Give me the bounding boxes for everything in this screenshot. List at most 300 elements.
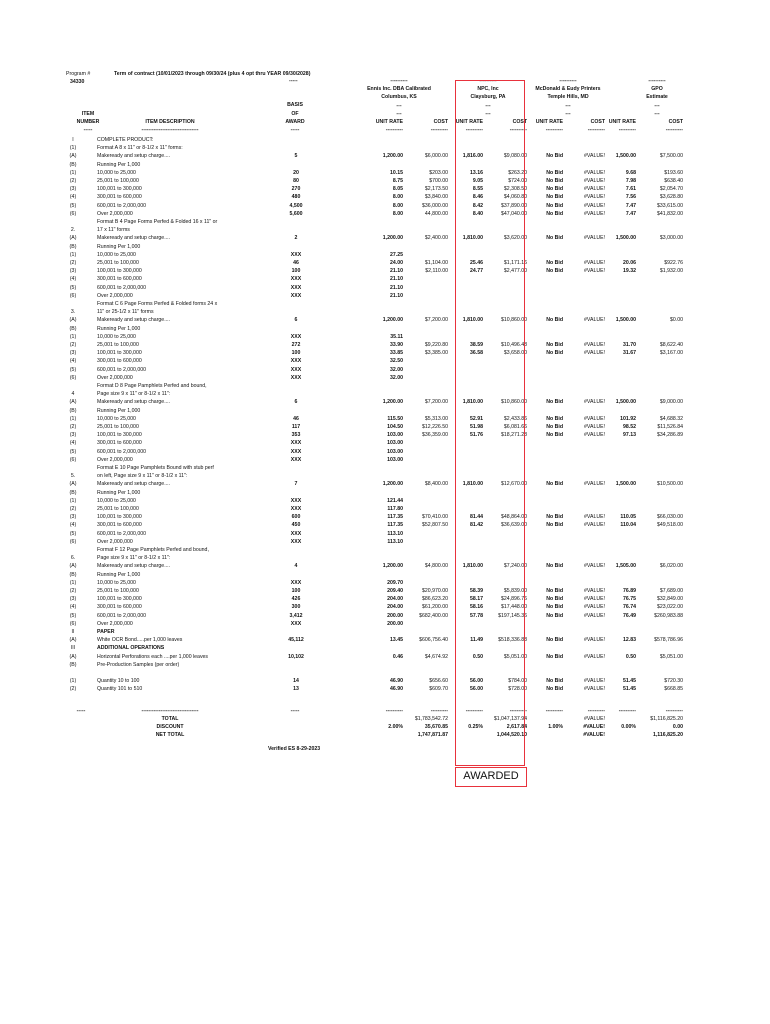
vendor-1-cost: $3,840.00 — [424, 194, 448, 201]
vendor-4-cost: $33,615.00 — [657, 202, 683, 209]
item-number: (B) — [69, 325, 77, 332]
vendor-4-unit-rate: 97.13 — [623, 432, 636, 439]
vendor-1-cost: $4,674.92 — [424, 653, 448, 660]
vendor-2-unit-rate: 25.46 — [470, 260, 483, 266]
item-number: (2) — [69, 178, 77, 184]
vendor-2-unit-rate: 56.00 — [470, 678, 483, 685]
item-description: 25,001 to 100,000 — [97, 260, 139, 266]
vendor-2-unit-rate: 52.91 — [470, 415, 483, 422]
vendor-3-unit-rate: No Bid — [546, 481, 563, 488]
item-number: 6. — [70, 555, 76, 562]
vendor-4-cost: $638.40 — [664, 178, 683, 184]
item-number: (1) — [69, 251, 77, 258]
vendor-4-unit-rate: 7.47 — [625, 210, 636, 217]
vendor-3-unit-rate: No Bid — [546, 260, 563, 266]
item-description: on left, Page size 9 x 11" or 8-1/2 x 11": — [97, 473, 188, 480]
vendor-4-unit-rate: 76.49 — [623, 612, 636, 619]
vendor-2-cost: $17,448.00 — [501, 604, 527, 611]
vendor-2-unit-rate: 1,810.00 — [462, 317, 483, 324]
basis-of-award: 117 — [291, 424, 301, 430]
vendor-2-cost: $36,639.00 — [501, 522, 527, 529]
item-description: Quantity 101 to 510 — [97, 686, 143, 693]
vendor-2-unit-rate: 1,816.00 — [462, 153, 483, 160]
vendor-top-dashes: ---------- — [559, 78, 577, 84]
discount-amount: 2,617.84 — [506, 724, 527, 730]
vendor-1-cost: $12,226.50 — [422, 424, 448, 430]
item-number: (2) — [69, 588, 77, 594]
vendor-2-unit-rate: 8.40 — [472, 210, 483, 217]
item-description: 600,001 to 2,000,000 — [97, 612, 147, 619]
vendor-4-cost: $668.85 — [664, 686, 683, 693]
vendor-4-unit-rate: 110.05 — [620, 514, 636, 521]
vendor-mid-dash-2: --- — [565, 111, 571, 117]
vendor-4-cost: $9,000.00 — [659, 399, 683, 406]
vendor-3-cost: #VALUE! — [584, 342, 605, 348]
vendor-4-unit-rate: 1,500.00 — [615, 399, 636, 406]
vendor-3-unit-rate: No Bid — [546, 415, 563, 422]
vendor-1-unit-rate: 1,200.00 — [382, 481, 403, 488]
item-description: 300,001 to 600,000 — [97, 194, 142, 201]
vendor-1-unit-rate: 200.00 — [387, 612, 403, 619]
item-number: (4) — [69, 604, 77, 611]
vendor-cost-dashes: ---------- — [587, 127, 605, 133]
item-description: 300,001 to 600,000 — [97, 440, 142, 447]
vendor-2-cost: $9,080.00 — [503, 153, 527, 160]
basis-of-award: XXX — [290, 448, 302, 455]
vendor-1-unit-rate: 117.35 — [387, 514, 403, 521]
item-description: 600,001 to 2,000,000 — [97, 530, 147, 537]
vendor-2-unit-rate: 9.05 — [472, 178, 483, 184]
vendor-4-unit-rate: 31.70 — [623, 342, 636, 348]
vendor-location: Estimate — [646, 94, 668, 100]
item-number: (2) — [69, 506, 77, 512]
vendor-2-unit-rate: 56.00 — [470, 686, 483, 693]
vendor-3-cost: #VALUE! — [584, 317, 605, 324]
basis-of-award: XXX — [290, 620, 302, 627]
vendor-1-cost: $5,313.00 — [424, 415, 448, 422]
vendor-2-cost: $12,670.00 — [501, 481, 527, 488]
item-description: White OCR Bond.....per 1,000 leaves — [97, 637, 183, 644]
vendor-location: Claysburg, PA — [470, 94, 506, 100]
basis-of-award: XXX — [290, 440, 302, 447]
vendor-3-unit-rate: No Bid — [546, 268, 563, 275]
vendor-mid-dash: --- — [485, 103, 491, 109]
discount-percent: 0.25% — [468, 724, 483, 730]
vendor-2-cost: $784.00 — [508, 678, 527, 685]
vendor-4-cost: $23,022.00 — [657, 604, 683, 611]
vendor-2-unit-rate: 1,810.00 — [462, 481, 483, 488]
item-description: Page size 9 x 11" or 8-1/2 x 11": — [97, 555, 171, 562]
totals-rate-dashes: ---------- — [545, 708, 563, 714]
vendor-1-cost: $609.70 — [429, 686, 448, 693]
item-number: (2) — [69, 260, 77, 266]
vendor-2-unit-rate: 58.17 — [470, 596, 483, 603]
vendor-4-unit-rate: 98.52 — [623, 424, 636, 430]
item-number: (1) — [69, 579, 77, 586]
item-description: Over 2,000,000 — [97, 538, 133, 545]
vendor-1-cost: 44,800.00 — [424, 210, 448, 217]
vendor-1-unit-rate: 32.00 — [390, 374, 403, 381]
item-number: (5) — [69, 202, 77, 209]
vendor-4-cost: $2,054.70 — [659, 186, 683, 193]
vendor-1-cost: $656.60 — [429, 678, 448, 685]
vendor-name: NPC, Inc — [477, 86, 499, 92]
vendor-2-unit-rate: 8.46 — [472, 194, 483, 201]
item-number: (5) — [69, 284, 77, 291]
vendor-2-cost: $2,308.50 — [503, 186, 527, 193]
vendor-3-cost: #VALUE! — [584, 653, 605, 660]
basis-of-award: 450 — [291, 522, 301, 529]
vendor-2-unit-rate: 38.59 — [470, 342, 483, 348]
vendor-4-unit-rate: 76.89 — [623, 588, 636, 594]
vendor-3-cost: #VALUE! — [584, 563, 605, 570]
vendor-1-unit-rate: 209.40 — [387, 588, 403, 594]
basis-of-award: 7 — [294, 481, 298, 488]
term-dash: ----- — [289, 78, 298, 84]
item-description-label: ITEM DESCRIPTION — [145, 119, 195, 125]
vendor-location: Columbus, KS — [381, 94, 417, 100]
discount-percent: 1.00% — [548, 724, 563, 730]
item-description: 100,001 to 300,000 — [97, 268, 142, 275]
vendor-3-cost: #VALUE! — [584, 153, 605, 160]
basis-of-award: 100 — [291, 588, 301, 594]
vendor-location: Temple Hills, MD — [547, 94, 589, 100]
totals-rate-dashes: ---------- — [618, 708, 636, 714]
item-number: (5) — [69, 612, 77, 619]
totals-cost-dashes: ---------- — [430, 708, 448, 714]
item-description: Makeready and setup charge.... — [97, 153, 170, 160]
vendor-3-unit-rate: No Bid — [546, 514, 563, 521]
basis-of-award: 13 — [293, 686, 299, 693]
item-description: COMPLETE PRODUCT: — [97, 137, 154, 143]
vendor-2-cost: $263.20 — [508, 169, 527, 176]
basis-of-award: 100 — [291, 350, 301, 357]
total-cost: $1,783,542.72 — [414, 716, 448, 722]
vendor-2-cost: $518,336.88 — [498, 637, 527, 644]
vendor-3-cost: #VALUE! — [584, 637, 605, 644]
basis-of-award: 4 — [294, 563, 298, 570]
basis-label-3: AWARD — [285, 119, 305, 125]
vendor-4-cost: $5,051.00 — [659, 653, 683, 660]
vendor-3-unit-rate: No Bid — [546, 653, 563, 660]
vendor-2-unit-rate: 58.39 — [470, 588, 483, 594]
vendor-4-unit-rate: 76.74 — [623, 604, 636, 611]
vendor-4-unit-rate: 9.68 — [625, 169, 636, 176]
item-description-dashes: --------------------------------- — [141, 127, 199, 133]
item-number: (A) — [69, 653, 77, 660]
basis-of-award: 2 — [294, 235, 298, 242]
item-number-label-2: NUMBER — [76, 119, 100, 125]
vendor-1-unit-rate: 117.80 — [387, 506, 403, 512]
vendor-4-cost: $3,628.80 — [659, 194, 683, 201]
totals-desc-dashes: --------------------------------- — [141, 708, 199, 714]
vendor-1-unit-rate: 0.46 — [392, 653, 403, 660]
vendor-1-cost: $70,410.00 — [422, 514, 448, 521]
vendor-4-cost: $34,286.89 — [657, 432, 683, 439]
vendor-4-cost: $4,688.32 — [659, 415, 683, 422]
vendor-3-unit-rate: No Bid — [546, 596, 563, 603]
item-number: (3) — [69, 268, 77, 275]
vendor-3-cost: #VALUE! — [584, 604, 605, 611]
vendor-2-cost: $197,145.36 — [498, 612, 527, 619]
item-description: 100,001 to 300,000 — [97, 596, 142, 603]
vendor-1-unit-rate: 103.00 — [387, 456, 403, 463]
totals-cost-dashes: ---------- — [509, 708, 527, 714]
vendor-3-unit-rate: No Bid — [546, 678, 563, 685]
basis-of-award: XXX — [290, 506, 302, 512]
totals-cost-dashes: ---------- — [665, 708, 683, 714]
vendor-4-cost: $8,622.40 — [659, 342, 683, 348]
item-number: (5) — [69, 530, 77, 537]
item-description: Running Per 1,000 — [97, 571, 141, 578]
vendor-3-cost: #VALUE! — [584, 588, 605, 594]
vendor-1-unit-rate: 103.00 — [387, 432, 403, 439]
vendor-3-cost: #VALUE! — [584, 210, 605, 217]
vendor-1-cost: $2,110.00 — [425, 268, 448, 275]
item-number: (B) — [69, 661, 77, 668]
vendor-name: Ennis Inc. DBA Calibrated — [367, 86, 431, 92]
item-number: (A) — [69, 563, 77, 570]
item-description: 600,001 to 2,000,000 — [97, 448, 147, 455]
item-description: 25,001 to 100,000 — [97, 342, 139, 348]
vendor-1-cost: $682,400.00 — [419, 612, 448, 619]
vendor-3-unit-rate: No Bid — [546, 202, 563, 209]
awarded-label: AWARDED — [455, 767, 527, 787]
vendor-top-dashes: ---------- — [390, 78, 408, 84]
vendor-4-cost: $3,167.00 — [659, 350, 683, 357]
vendor-1-unit-rate: 24.00 — [390, 260, 403, 266]
item-description: 25,001 to 100,000 — [97, 178, 139, 184]
vendor-3-cost: #VALUE! — [584, 178, 605, 184]
vendor-4-cost: $32,849.00 — [657, 596, 683, 603]
item-number: III — [70, 645, 76, 652]
item-description: 300,001 to 600,000 — [97, 358, 142, 365]
vendor-unit-rate-dashes: ---------- — [545, 127, 563, 133]
vendor-1-unit-rate: 113.10 — [387, 538, 403, 545]
basis-of-award: XXX — [290, 366, 302, 373]
vendor-4-unit-rate: 1,500.00 — [615, 153, 636, 160]
vendor-1-cost: $20,970.00 — [422, 588, 448, 594]
vendor-unit-rate-dashes: ---------- — [385, 127, 403, 133]
vendor-1-cost: $36,000.00 — [422, 202, 448, 209]
vendor-2-unit-rate: 36.58 — [470, 350, 483, 357]
item-number: (4) — [69, 194, 77, 201]
item-description: Format F 12 Page Pamphlets Perfed and bound, — [97, 547, 209, 553]
vendor-1-unit-rate: 200.00 — [387, 620, 403, 627]
vendor-1-unit-rate: 46.90 — [390, 678, 403, 685]
vendor-2-cost: $3,620.00 — [503, 235, 527, 242]
vendor-1-unit-rate: 8.00 — [392, 202, 403, 209]
item-description: Page size 9 x 11" or 8-1/2 x 11": — [97, 391, 171, 398]
item-description: 300,001 to 600,000 — [97, 604, 142, 611]
vendor-4-cost: $7,689.00 — [659, 588, 683, 594]
vendor-1-unit-rate: 204.00 — [387, 596, 403, 603]
vendor-2-cost: $2,477.00 — [503, 268, 527, 275]
vendor-1-unit-rate: 117.35 — [387, 522, 403, 529]
item-number: (B) — [69, 571, 77, 578]
net-total: 1,044,520.10 — [496, 732, 527, 738]
item-description: 25,001 to 100,000 — [97, 506, 139, 512]
vendor-3-unit-rate: No Bid — [546, 522, 563, 529]
basis-label-1: BASIS — [287, 102, 303, 108]
item-number: (A) — [69, 481, 77, 488]
vendor-1-cost: $203.00 — [429, 169, 448, 176]
basis-of-award: 3,412 — [289, 612, 303, 619]
discount-amount: #VALUE! — [583, 724, 605, 730]
item-description: Running Per 1,000 — [97, 407, 141, 414]
totals-basis-dashes: ----- — [290, 708, 300, 714]
basis-of-award: 4,500 — [289, 202, 303, 209]
basis-of-award: XXX — [290, 284, 302, 291]
net-total: #VALUE! — [583, 732, 605, 738]
vendor-1-unit-rate: 21.10 — [390, 284, 403, 291]
discount-amount: 0.00 — [672, 724, 683, 730]
item-number: (2) — [69, 686, 77, 693]
vendor-mid-dash-2: --- — [485, 111, 491, 117]
vendor-top-dashes: ---------- — [648, 78, 666, 84]
item-number: (3) — [69, 350, 77, 357]
item-description: 25,001 to 100,000 — [97, 424, 139, 430]
vendor-cost-header: COST — [433, 119, 448, 125]
vendor-3-cost: #VALUE! — [584, 399, 605, 406]
item-description: Format E 10 Page Pamphlets Bound with stub perf — [97, 465, 214, 471]
vendor-3-unit-rate: No Bid — [546, 317, 563, 324]
vendor-3-unit-rate: No Bid — [546, 194, 563, 201]
vendor-2-cost: $37,890.00 — [501, 202, 527, 209]
program-number: 34330 — [70, 79, 85, 85]
item-number: (A) — [69, 637, 77, 644]
vendor-1-cost: $3,385.00 — [424, 350, 448, 357]
vendor-4-unit-rate: 1,500.00 — [615, 481, 636, 488]
item-number: (3) — [69, 514, 77, 521]
vendor-3-cost: #VALUE! — [584, 686, 605, 693]
vendor-2-cost: $3,658.00 — [503, 350, 527, 357]
vendor-1-unit-rate: 8.75 — [392, 178, 403, 184]
vendor-3-unit-rate: No Bid — [546, 432, 563, 439]
vendor-3-cost: #VALUE! — [584, 481, 605, 488]
vendor-2-unit-rate: 11.49 — [470, 637, 483, 644]
vendor-2-cost: $5,839.00 — [503, 588, 527, 594]
vendor-3-unit-rate: No Bid — [546, 424, 563, 430]
vendor-2-cost: $24,896.76 — [501, 596, 527, 603]
item-description: Pre-Production Samples (per order) — [97, 661, 180, 668]
vendor-mid-dash-2: --- — [396, 111, 402, 117]
totals-label: DISCOUNT — [156, 724, 184, 730]
vendor-unit-rate-header: UNIT RATE — [455, 119, 483, 125]
vendor-1-cost: $86,623.20 — [422, 596, 448, 603]
basis-of-award: 80 — [293, 178, 299, 184]
vendor-2-cost: $2,433.86 — [503, 415, 527, 422]
basis-of-award: XXX — [290, 374, 302, 381]
item-description: 10,000 to 25,000 — [97, 251, 136, 258]
total-cost: #VALUE! — [584, 716, 605, 722]
item-description: 600,001 to 2,000,000 — [97, 284, 147, 291]
vendor-1-cost: $1,104.00 — [424, 260, 448, 266]
vendor-1-unit-rate: 33.90 — [390, 342, 403, 348]
item-number: (1) — [69, 678, 77, 685]
vendor-4-unit-rate: 1,505.00 — [615, 563, 636, 570]
vendor-unit-rate-dashes: ---------- — [618, 127, 636, 133]
net-total: 1,116,825.20 — [652, 732, 683, 738]
vendor-cost-dashes: ---------- — [430, 127, 448, 133]
vendor-3-cost: #VALUE! — [584, 514, 605, 521]
vendor-unit-rate-header: UNIT RATE — [608, 119, 636, 125]
vendor-3-cost: #VALUE! — [584, 596, 605, 603]
vendor-1-cost: $6,000.00 — [424, 153, 448, 160]
item-number: (4) — [69, 522, 77, 529]
vendor-3-cost: #VALUE! — [584, 169, 605, 176]
item-number: (4) — [69, 358, 77, 365]
vendor-3-unit-rate: No Bid — [546, 612, 563, 619]
basis-dashes: ----- — [290, 127, 300, 133]
vendor-2-cost: $1,171.16 — [503, 260, 527, 266]
item-number: (6) — [69, 620, 77, 627]
item-number: (5) — [69, 448, 77, 455]
vendor-2-unit-rate: 1,810.00 — [462, 399, 483, 406]
totals-item-dashes: ----- — [76, 708, 86, 714]
vendor-2-cost: $6,081.66 — [503, 424, 527, 430]
item-description: Quantity 10 to 100 — [97, 678, 140, 685]
item-number: (1) — [69, 333, 77, 340]
vendor-cost-header: COST — [590, 119, 605, 125]
basis-of-award: 300 — [291, 604, 301, 611]
vendor-1-cost: $61,200.00 — [422, 604, 448, 611]
item-description: Makeready and setup charge.... — [97, 399, 170, 406]
vendor-1-unit-rate: 27.25 — [390, 251, 403, 258]
item-description: 100,001 to 300,000 — [97, 186, 142, 193]
item-number: 5. — [70, 473, 76, 480]
discount-amount: 35,670.85 — [424, 724, 448, 730]
vendor-2-unit-rate: 1,810.00 — [462, 563, 483, 570]
basis-of-award: 426 — [291, 596, 301, 603]
vendor-1-unit-rate: 121.44 — [387, 497, 403, 504]
vendor-4-cost: $720.30 — [664, 678, 683, 685]
vendor-mid-dash: --- — [565, 103, 571, 109]
item-description: Over 2,000,000 — [97, 374, 133, 381]
vendor-cost-header: COST — [512, 119, 527, 125]
item-description: Format D 8 Page Pamphlets Perfed and bound, — [97, 383, 207, 389]
vendor-top-dashes: ---------- — [479, 78, 497, 84]
vendor-unit-rate-header: UNIT RATE — [375, 119, 403, 125]
vendor-3-cost: #VALUE! — [584, 260, 605, 266]
basis-of-award: 45,112 — [288, 637, 304, 644]
totals-rate-dashes: ---------- — [385, 708, 403, 714]
vendor-2-unit-rate: 58.16 — [470, 604, 483, 611]
item-number: (1) — [69, 169, 77, 176]
vendor-4-unit-rate: 12.83 — [623, 637, 636, 644]
vendor-1-unit-rate: 204.00 — [387, 604, 403, 611]
vendor-1-unit-rate: 103.00 — [387, 440, 403, 447]
vendor-2-cost: $10,860.00 — [501, 317, 527, 324]
totals-cost-dashes: ---------- — [587, 708, 605, 714]
vendor-2-unit-rate: 81.42 — [470, 522, 483, 529]
vendor-1-cost: $7,200.00 — [424, 399, 448, 406]
vendor-1-cost: $2,400.00 — [424, 235, 448, 242]
basis-of-award: XXX — [290, 579, 302, 586]
total-cost: $1,116,825.20 — [650, 716, 683, 722]
basis-of-award: 272 — [291, 342, 301, 348]
vendor-3-cost: #VALUE! — [584, 612, 605, 619]
vendor-1-unit-rate: 21.10 — [390, 292, 403, 299]
vendor-3-unit-rate: No Bid — [546, 588, 563, 594]
vendor-4-unit-rate: 51.45 — [623, 686, 636, 693]
vendor-1-unit-rate: 32.50 — [390, 358, 403, 365]
vendor-2-cost: $7,240.00 — [503, 563, 527, 570]
basis-of-award: XXX — [290, 497, 302, 504]
vendor-3-cost: #VALUE! — [584, 424, 605, 430]
vendor-4-unit-rate: 20.06 — [623, 260, 636, 266]
vendor-1-cost: $606,756.40 — [419, 637, 448, 644]
